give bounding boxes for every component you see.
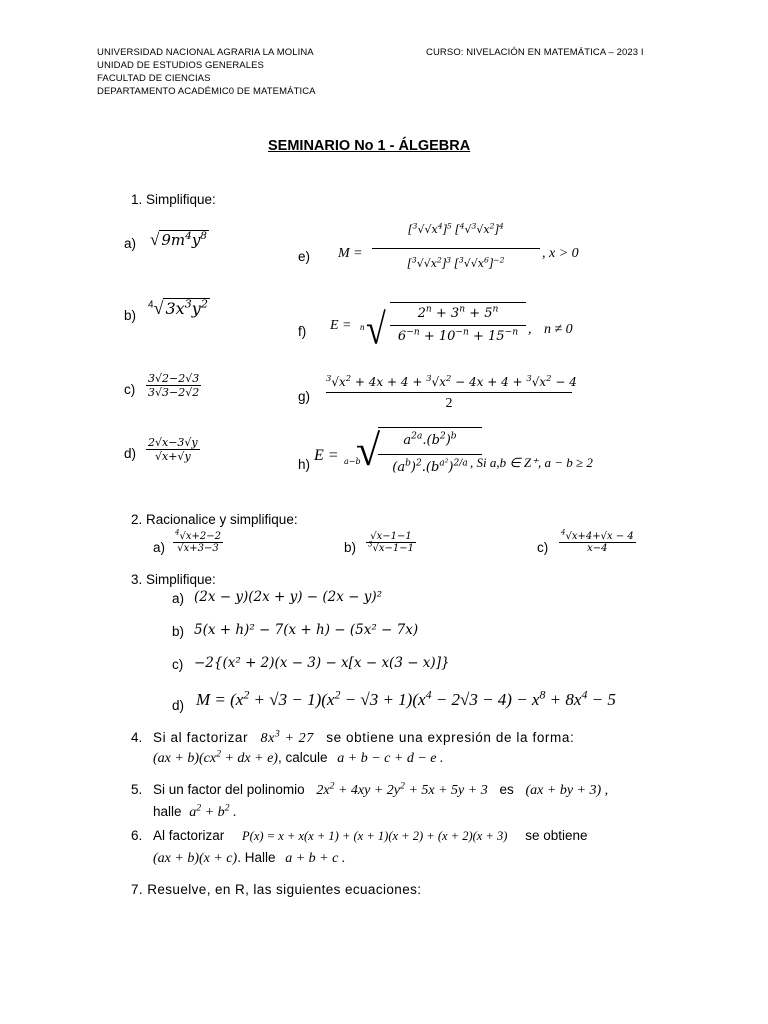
item-2b-label: b): [344, 540, 357, 555]
item-1a-label: a): [124, 236, 137, 251]
section6-num: 6.: [131, 828, 143, 843]
item-3c-expr: −2{(x² + 2)(x − 3) − x[x − x(3 − x)]}: [194, 655, 450, 671]
section6-line1: Al factorizar P(x) = x + x(x + 1) + (x + 1)(x + 2) + (x + 2)(x + 3) se obtiene: [153, 828, 588, 843]
item-1h-label: h): [298, 457, 311, 472]
item-2a-label: a): [153, 540, 166, 555]
section6-text2: se obtiene: [525, 828, 588, 843]
section2-heading: 2. Racionalice y simplifique:: [131, 512, 298, 527]
page-title: SEMINARIO No 1 - ÁLGEBRA: [268, 138, 471, 154]
header-course: CURSO: NIVELACIÓN EN MATEMÁTICA – 2023 I: [426, 47, 644, 58]
item-3b-expr: 5(x + h)² − 7(x + h) − (5x² − 7x): [194, 622, 419, 638]
item-3a-expr: (2x − y)(2x + y) − (2x − y)²: [194, 589, 383, 605]
item-1f-label: f): [298, 324, 307, 339]
section4-text3: , calcule: [277, 750, 328, 765]
item-1g-expr: $^3√x^2 + 4x + 4 + ^3√x^2 - 4x + 4 + ^3√x^2 - 4$ 2: [326, 373, 577, 411]
header-university: UNIVERSIDAD NACIONAL AGRARIA LA MOLINA: [97, 47, 314, 58]
item-1b-label: b): [124, 308, 137, 323]
item-3a-label: a): [172, 591, 185, 606]
section4-line2: $(ax + b)(cx^2$ + dx + e), calcule a + b − c + d − e .: [153, 748, 444, 766]
section4-line1: Si al factorizar $8x^3 + 27$ se obtiene una expresión de la forma:: [153, 728, 575, 746]
item-1e-condition: , x > 0: [542, 246, 579, 261]
section5-line2: halle $a^2 + b^2$ .: [153, 802, 237, 820]
header-unit: UNIDAD DE ESTUDIOS GENERALES: [97, 60, 264, 71]
item-1b-expr: $^4$√ $3x^3y^2$: [148, 297, 208, 318]
section5-text3: halle: [153, 804, 182, 819]
item-1d-label: d): [124, 446, 137, 461]
item-3c-label: c): [172, 657, 184, 672]
item-2c-expr: $\frac{^4√x+4+√x - 4}{x-4}$: [561, 528, 634, 554]
section5-text1: Si un factor del polinomio: [153, 782, 305, 797]
header-department: DEPARTAMENTO ACADÉMIC0 DE MATEMÁTICA: [97, 86, 316, 97]
header-faculty: FACULTAD DE CIENCIAS: [97, 73, 211, 84]
section5-line1: Si un factor del polinomio $2x^2 + 4xy + 2y^2 + 5x + 5y + 3$ es (ax + by + 3) ,: [153, 780, 609, 798]
item-1h-condition: , Si a,b ∈ Z⁺, a − b ≥ 2: [470, 455, 593, 470]
item-1e-label: e): [298, 249, 311, 264]
section3-heading: 3. Simplifique:: [131, 572, 216, 587]
section6-text1: Al factorizar: [153, 828, 225, 843]
header-left: [97, 46, 316, 98]
section6-text3: . Halle: [237, 850, 276, 865]
section4-text1: Si al factorizar: [153, 730, 249, 745]
section1-heading: 1. Simplifique:: [131, 192, 216, 207]
section5-num: 5.: [131, 782, 143, 797]
section4-num: 4.: [131, 730, 143, 745]
item-1a-expr: √ $9m^4y^8$: [150, 230, 207, 249]
item-2a-expr: $\frac{^4√x+2-2}{√x+3-3}$: [175, 528, 221, 554]
item-3d-label: d): [172, 698, 185, 713]
item-2c-label: c): [537, 540, 549, 555]
section7-heading: 7. Resuelve, en R, las siguientes ecuaciones:: [131, 882, 422, 897]
section4-text2: se obtiene una expresión de la forma:: [326, 730, 575, 745]
item-1g-label: g): [298, 389, 311, 404]
item-3d-expr: $M = (x^2 + √3 - 1)(x^2 - √3 + 1)(x^4 - 2√3 - 4) - x^8 + 8x^4 - 5$: [196, 687, 616, 709]
item-1d-expr: $\frac{2√x-3√y}{√x+√y}$: [148, 436, 198, 463]
item-3b-label: b): [172, 624, 185, 639]
section5-text2: es: [499, 782, 514, 797]
item-1c-label: c): [124, 382, 136, 397]
item-2b-expr: $\frac{√x-1-1}{^3√x-1-1}$: [368, 531, 414, 554]
item-1c-expr: $\frac{3√2-2√3}{3√3-2√2}$: [148, 372, 200, 399]
section6-line2: (ax + b)(x + c). Halle a + b + c .: [153, 850, 346, 866]
item-1f-condition: n ≠ 0: [544, 322, 573, 337]
